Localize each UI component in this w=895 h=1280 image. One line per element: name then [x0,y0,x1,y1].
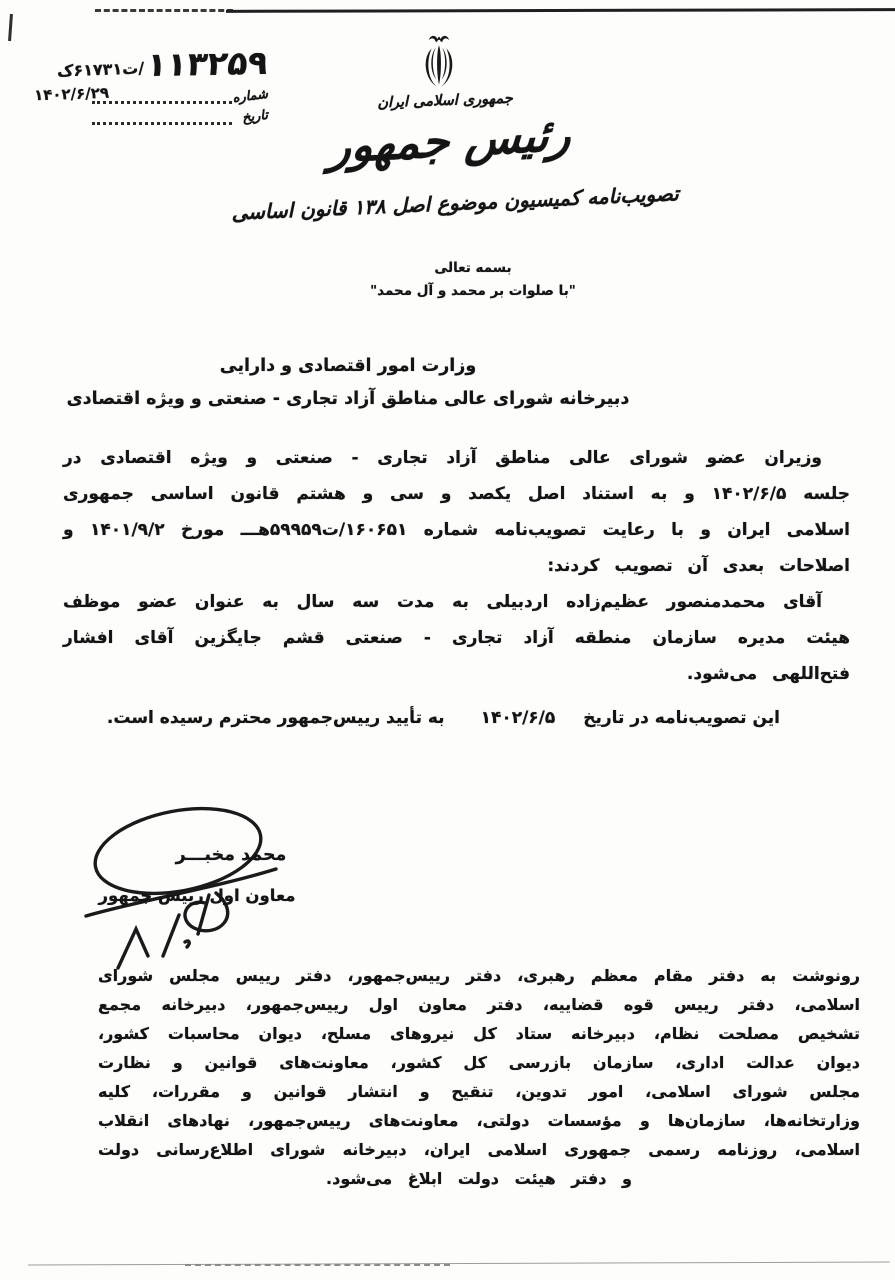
reference-block [20,42,271,126]
ref-number-suffix: /ت۶۱۷۳۱ک [56,58,145,81]
distribution-list: رونوشت به دفتر مقام معظم رهبری، دفتر رییس‌جمهور، دفتر رییس مجلس شورای اسلامی، دفتر رییس قوه قضاییه، دفتر معاون اول رییس‌جمهور، دبیرخانه مجمع تشخیص مصلحت نظام، دبیرخانه ستاد کل نیروهای مسلح، دیوان محاسبات کشور، دیوان عدالت اداری، سازمان بازرسی کل کشور، معاونت‌های قوانین و نظارت مجلس شورای اسلامی، امور تدوین، تنقیح و انتشار قوانین و مقررات، کلیه وزارتخانه‌ها، سازمان‌ها و مؤسسات دولتی، معاونت‌های رییس‌جمهور، نهادهای انقلاب اسلامی، روزنامه رسمی جمهوری اسلامی ایران، دبیرخانه شورای اطلاع‌رسانی دولت و دفتر هیئت دولت ابلاغ می‌شود. [98,966,860,1188]
number-label: شماره [231,86,269,107]
approval-line [107,708,780,728]
bismillah: بسمه تعالی [434,260,512,276]
body-text [63,440,850,692]
number-dotted-line [92,88,232,104]
signatory-name: محمد مخبـــر [175,845,287,865]
body-paragraph-2: آقای محمدمنصور عظیم‌زاده اردبیلی به مدت سه سال به عنوان عضو موظف هیئت مدیره سازمان منطقه آزاد تجاری - صنعتی قشم جایگزین آقای افشار فتح‌اللهی می‌شود. [63,592,850,684]
recipient-block [2,350,694,416]
approval-suffix: به تأیید رییس‌جمهور محترم رسیده است. [106,708,445,728]
approval-date: ۱۴۰۲/۶/۵ [480,708,556,728]
recipient-ministry: وزارت امور اقتصادی و دارایی [219,356,477,376]
scan-artifact-tick [8,14,13,41]
salawat: "با صلوات بر محمد و آل محمد" [370,283,576,299]
body-paragraph-1: وزیران عضو شورای عالی مناطق آزاد تجاری - صنعتی و ویژه اقتصادی در جلسه ۱۴۰۲/۶/۵ و به استناد اصل یکصد و سی و هشتم قانون اساسی جمهوری اسلامی ایران و با رعایت تصویب‌نامه شماره ۱۶۰۶۵۱/ت۵۹۹۵۹هـــ مورخ ۱۴۰۱/۹/۲ و اصلاحات بعدی آن تصویب کردند: [63,448,851,576]
scan-border-top [226,8,895,13]
document-type-title: تصویب‌نامه کمیسیون موضوع اصل ۱۳۸ قانون اساسی [230,181,680,225]
signatory-title: معاون اول رییس جمهور [98,886,296,905]
date-label: تاریخ [241,107,269,126]
president-title: رئیس جمهور [327,107,573,174]
recipient-secretariat: دبیرخانه شورای عالی مناطق آزاد تجاری - صنعتی و ویژه اقتصادی [66,389,630,409]
ref-number: ۱۱۳۲۵۹ [144,42,271,85]
scan-border-bottom-dashes [185,1264,450,1266]
invocation-block [320,257,626,303]
country-name: جمهوری اسلامی ایران [377,90,513,112]
date-stamp: ۱۴۰۲/۶/۲۹ [33,83,110,105]
scan-border-top-dashes [95,9,233,12]
iran-emblem-icon [413,33,465,95]
approval-prefix: این تصویب‌نامه در تاریخ [583,708,780,728]
scan-border-bottom [28,1261,890,1265]
date-dotted-line [92,109,232,125]
